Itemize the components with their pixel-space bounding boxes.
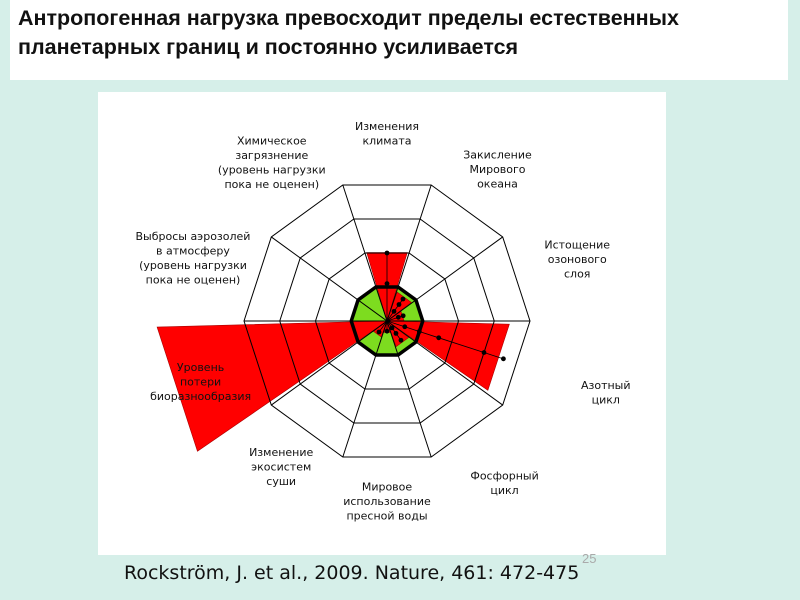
data-point [401,313,406,318]
label-line: Закисление [463,148,532,162]
planetary-boundaries-chart [98,92,666,555]
label-line: загрязнение [235,149,309,163]
label-line: Мирового [469,162,526,176]
label-line: пока не оценен) [145,273,241,287]
label-line: Мировое [361,480,413,494]
label-line: (уровень нагрузки [217,163,326,177]
data-point [385,329,390,334]
label-line: океана [477,177,518,191]
citation: Rockström, J. et al., 2009. Nature, 461: 472-475 [124,562,580,584]
category-label [249,446,313,488]
label-line: потери [179,375,222,389]
title-panel [10,0,788,80]
data-point [385,251,390,256]
category-label [470,470,538,498]
category-label [135,230,250,286]
category-label [581,379,631,407]
data-point [399,338,404,343]
chart-panel [98,92,666,555]
label-line: Изменение [249,446,314,460]
label-line: Азотный [580,378,631,392]
label-line: Уровень [176,361,225,375]
label-line: суши [266,475,297,489]
category-label [218,135,326,192]
category-label [544,239,610,281]
label-line: пресной воды [346,509,428,523]
label-line: цикл [490,484,519,498]
data-point [501,356,506,361]
label-line: Фосфорный [470,469,539,483]
slide-title: Антропогенная нагрузка превосходит пределы естественных планетарных границ и постоянно усиливается [18,6,679,59]
label-line: (уровень нагрузки [139,259,247,273]
label-line: Изменения [354,119,420,133]
page-number: 25 [582,551,597,566]
label-line: Химическое [236,134,307,148]
label-line: в атмосферу [156,244,230,258]
data-point [401,297,406,302]
category-label [463,148,532,190]
data-point [377,330,382,335]
category-label [343,481,431,523]
label-line: использование [343,495,431,508]
label-line: экосистем [251,460,312,474]
category-label [355,120,419,148]
label-line: пока не оценен) [224,178,320,192]
label-line: слоя [563,267,591,281]
label-line: климата [362,134,412,148]
label-line: озонового [547,253,607,267]
label-line: Выбросы аэрозолей [135,230,251,244]
label-line: цикл [591,393,620,407]
label-line: Истощение [544,238,611,252]
label-line: биоразнообразия [150,390,252,404]
